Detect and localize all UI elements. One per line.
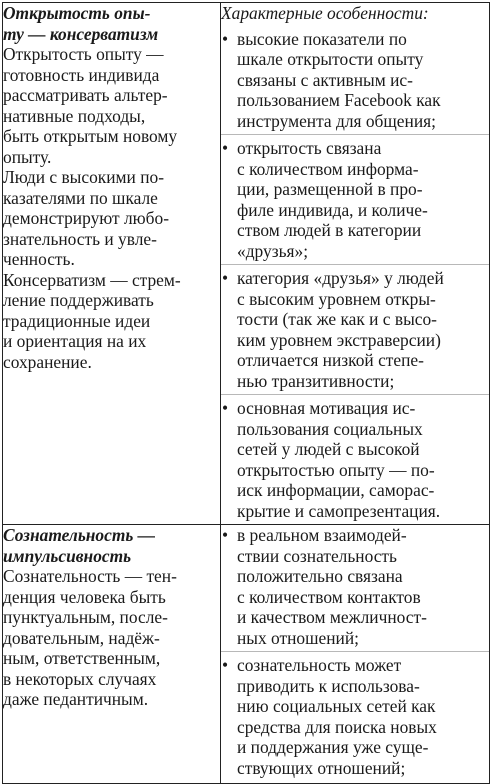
trait-description-line: нативные подходы, [3,105,146,126]
feature-line: приводить к использова- [237,675,420,696]
trait-description-line: ченность. [3,249,75,269]
features-list [221,29,489,525]
feature-line: с высоким уровнем откры- [237,288,436,309]
trait-title-line: ту — консерватизм [3,23,159,44]
feature-line: сетей у людей с высокой [237,439,420,459]
bullet-icon: • [222,28,229,49]
bullet-icon: • [222,268,229,288]
trait-cell [3,3,221,525]
trait-description-line: знательность и увле- [3,228,157,249]
feature-line: и качеством межличност- [237,607,427,627]
feature-line: иск информации, саморас- [237,480,435,500]
feature-line: открытостью опыту — по- [237,459,435,480]
trait-title-line: Открытость опы- [3,3,151,23]
features-header: Характерные особенности: [221,3,429,23]
feature-line: ных отношений; [237,627,359,648]
feature-line: ствующих отношений; [237,757,406,778]
feature-line: отличается низкой степе- [237,350,424,370]
trait-description-line: Открытость опыту — [3,44,164,64]
table-row [3,525,490,784]
feature-line: нью транзитивности; [237,370,395,391]
feature-line: филе индивида, и количе- [237,199,428,220]
feature-line: инструмента для общения; [237,110,436,131]
feature-line: ством людей в категории [237,220,422,240]
trait-description-line: в некоторых случаях [3,668,157,689]
feature-line: шкале открытости опыту [237,49,424,69]
features-cell [221,3,490,525]
feature-line: положительно связана [237,566,403,586]
trait-description-line: сохранение. [3,351,92,372]
bullet-icon: • [222,138,229,158]
trait-description-line: даже педантичным. [3,689,149,709]
feature-line: категория «друзья» у людей [237,268,444,288]
trait-title-line: Сознательность — [3,525,156,545]
trait-description-line: быть открытым новому [3,126,178,146]
trait-description-line: Консерватизм — стрем- [3,269,181,290]
trait-description-line: Сознательность — тен- [3,566,177,586]
trait-description-line: традиционные идеи [3,310,151,331]
feature-line: сознательность может [237,655,402,675]
list-item [221,651,489,781]
feature-line: основная мотивация ис- [237,398,416,418]
feature-line: с количеством контактов [237,586,421,607]
feature-line: с количеством информа- [237,158,419,179]
traits-table [2,2,490,784]
trait-description-line: денция человека быть [3,586,166,607]
trait-description-line: и ориентация на их [3,331,147,351]
feature-line: пользования социальных [237,418,423,439]
trait-description-line: опыту. [3,146,52,167]
feature-line: связаны с активным ис- [237,69,413,90]
trait-description-line: ным, ответственным, [3,648,161,668]
feature-line: пользованием Facebook как [237,90,441,110]
list-item [221,134,489,264]
feature-line: тости (так же как и с высо- [237,309,437,329]
trait-description-line: пунктуальным, после- [3,607,168,627]
features-list [221,525,489,781]
bullet-icon: • [222,525,229,545]
feature-line: ции, размещенной в про- [237,179,423,199]
feature-line: крытие и самопрезентация. [237,500,441,521]
trait-description-line: готовность индивида [3,64,160,85]
features-cell [221,525,490,784]
list-item [221,29,489,135]
bullet-icon: • [222,655,229,675]
table-row [3,3,490,525]
trait-description-line: казателями по шкале [3,187,158,208]
trait-description-line: рассматривать альтер- [3,85,168,105]
feature-line: ким уровнем экстраверсии) [237,329,441,350]
list-item [221,394,489,524]
feature-line: высокие показатели по [237,28,407,49]
trait-description-line: ление поддерживать [3,290,154,310]
feature-line: нию социальных сетей как [237,696,436,716]
trait-description-line: Люди с высокими по- [3,167,164,187]
trait-cell [3,525,221,784]
list-item [221,264,489,394]
feature-line: средства для поиска новых [237,716,437,737]
feature-line: «друзья»; [237,240,309,261]
feature-line: и поддержания уже суще- [237,737,429,757]
feature-line: ствии сознательность [237,545,397,566]
trait-description-line: демонстрируют любо- [3,208,169,228]
feature-line: в реальном взаимодей- [237,525,407,545]
trait-description-line: довательным, надёж- [3,627,160,648]
trait-title-line: импульсивность [3,545,132,566]
feature-line: открытость связана [237,138,382,158]
list-item [221,525,489,651]
bullet-icon: • [222,398,229,418]
